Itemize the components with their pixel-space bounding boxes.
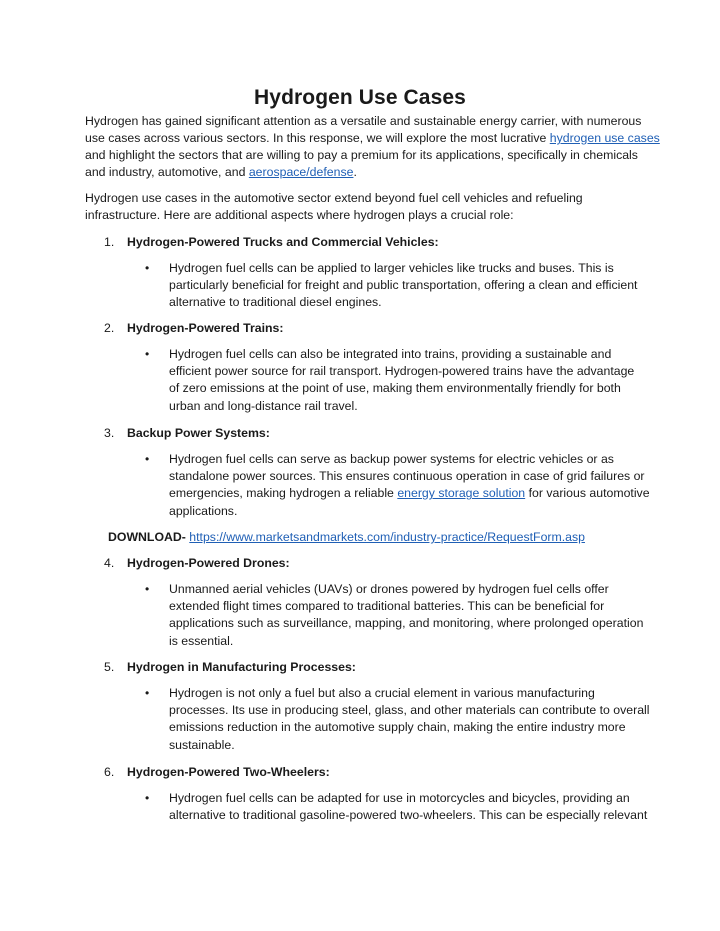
list-item-3-line-3: [169, 485, 650, 502]
list-item-2-line-2: efficient power source for rail transport. Hydrogen-powered trains have the advantage: [169, 364, 635, 379]
intro-line-4-text: and industry, automotive, and: [85, 165, 249, 180]
list-heading-5: Hydrogen in Manufacturing Processes:: [127, 660, 356, 674]
list-item-6-body: [169, 790, 648, 824]
list-item-3-line-3-text: emergencies, making hydrogen a reliable: [169, 486, 398, 501]
list-item-3-line-1: Hydrogen fuel cells can serve as backup power systems for electric vehicles or as: [169, 452, 614, 466]
download-url-link[interactable]: https://www.marketsandmarkets.com/industry-practice/RequestForm.asp: [189, 530, 585, 544]
intro-line-2-text: use cases across various sectors. In this response, we will explore the most lucrative: [85, 131, 550, 146]
list-number-2: 2.: [104, 321, 115, 335]
intro-line-4: [85, 164, 645, 181]
intro-line-3: and highlight the sectors that are willing to pay a premium for its applications, specifically in chemicals: [85, 148, 638, 163]
list-heading-3: Backup Power Systems:: [127, 426, 270, 440]
list-item-5-line-2: processes. Its use in producing steel, glass, and other materials can contribute to overall: [169, 703, 650, 718]
bullet-icon: •: [145, 452, 150, 466]
list-item-2-line-1: Hydrogen fuel cells can also be integrated into trains, providing a sustainable and: [169, 347, 612, 361]
bullet-icon: •: [145, 791, 150, 805]
list-number-4: 4.: [104, 556, 115, 570]
para2-line-2: infrastructure. Here are additional aspects where hydrogen plays a crucial role:: [85, 208, 514, 223]
list-item-5-line-4: sustainable.: [169, 737, 235, 752]
intro-paragraph: [85, 113, 660, 181]
list-item-3-body: [169, 451, 650, 520]
download-line: [108, 529, 585, 546]
list-item-3-line-2: standalone power sources. This ensures continuous operation in case of grid failures or: [169, 469, 645, 484]
bullet-icon: •: [145, 261, 150, 275]
list-item-2-line-4: urban and long-distance rail travel.: [169, 398, 358, 413]
list-item-6-line-1: Hydrogen fuel cells can be adapted for use in motorcycles and bicycles, providing an: [169, 791, 630, 805]
list-heading-4: Hydrogen-Powered Drones:: [127, 556, 290, 570]
list-item-4-line-3: applications such as surveillance, mapping, and monitoring, where prolonged operation: [169, 616, 644, 631]
list-item-1-line-2: particularly beneficial for freight and public transportation, offering a clean and efficient: [169, 278, 638, 293]
list-heading-1: Hydrogen-Powered Trucks and Commercial Vehicles:: [127, 235, 439, 249]
list-item-4-line-4: is essential.: [169, 633, 234, 648]
page-title: Hydrogen Use Cases: [254, 86, 466, 109]
intro-line-1: Hydrogen has gained significant attention as a versatile and sustainable energy carrier, with numerous: [85, 114, 642, 128]
hydrogen-use-cases-link[interactable]: hydrogen use cases: [549, 131, 660, 146]
list-item-6-line-2: alternative to traditional gasoline-powered two-wheelers. This can be especially relevant: [169, 808, 648, 823]
list-item-5-body: [169, 685, 650, 754]
list-item-4-line-2: extended flight times compared to traditional batteries. This can be beneficial for: [169, 599, 605, 614]
list-number-3: 3.: [104, 426, 115, 440]
list-item-1-line-1: Hydrogen fuel cells can be applied to larger vehicles like trucks and buses. This is: [169, 261, 614, 275]
list-number-5: 5.: [104, 660, 115, 674]
automotive-paragraph: [85, 190, 645, 224]
bullet-icon: •: [145, 347, 150, 361]
list-item-1-line-3: alternative to traditional diesel engines.: [169, 295, 382, 310]
list-number-1: 1.: [104, 235, 115, 249]
list-item-3-line-4: applications.: [169, 503, 238, 518]
list-item-2-line-3: of zero emissions at the point of use, making them environmentally friendly for both: [169, 381, 621, 396]
list-heading-2: Hydrogen-Powered Trains:: [127, 321, 284, 335]
list-item-1-body: [169, 260, 639, 312]
aerospace-defense-link[interactable]: aerospace/defense: [248, 165, 354, 180]
bullet-icon: •: [145, 686, 150, 700]
list-item-2-body: [169, 346, 639, 415]
intro-line-4-end: .: [353, 165, 357, 180]
list-item-3-line-3-end: for various automotive: [525, 486, 650, 501]
intro-line-2: [85, 130, 660, 147]
list-item-5-line-1: Hydrogen is not only a fuel but also a crucial element in various manufacturing: [169, 686, 595, 700]
list-item-5-line-3: emissions reduction in the automotive supply chain, making the entire industry more: [169, 720, 626, 735]
download-label: DOWNLOAD-: [108, 530, 186, 544]
list-item-4-line-1: Unmanned aerial vehicles (UAVs) or drones powered by hydrogen fuel cells offer: [169, 582, 609, 596]
list-item-4-body: [169, 581, 644, 650]
energy-storage-solution-link[interactable]: energy storage solution: [397, 486, 526, 501]
bullet-icon: •: [145, 582, 150, 596]
list-number-6: 6.: [104, 765, 115, 779]
list-heading-6: Hydrogen-Powered Two-Wheelers:: [127, 765, 330, 779]
para2-line-1: Hydrogen use cases in the automotive sector extend beyond fuel cell vehicles and refueling: [85, 191, 583, 205]
